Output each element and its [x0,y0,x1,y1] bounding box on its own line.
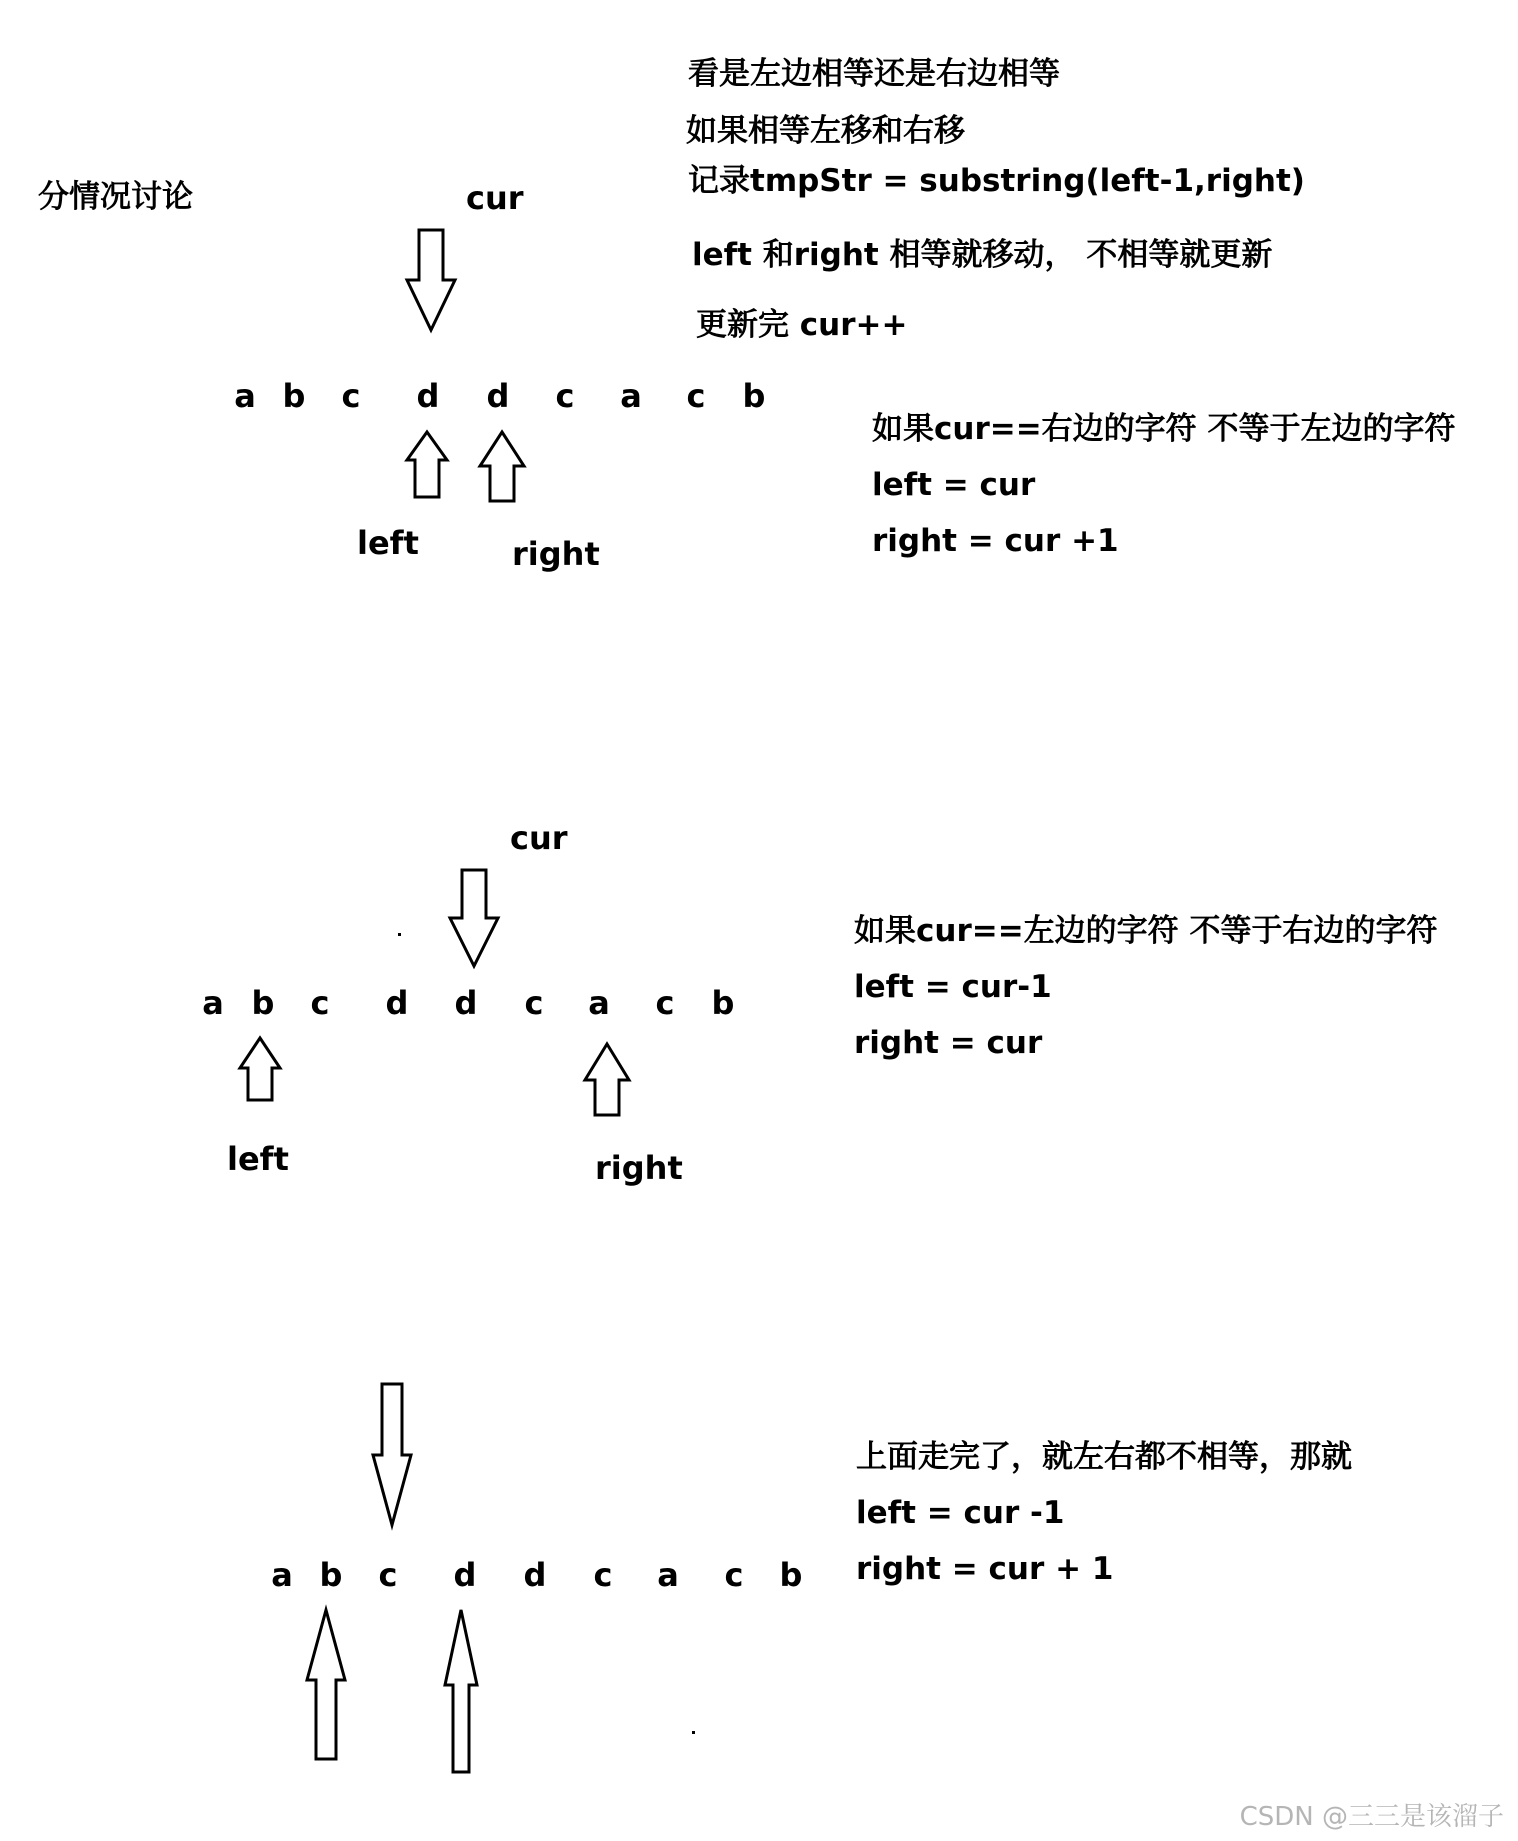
case1-char-1: b [282,377,306,415]
case2-char-0: a [202,984,224,1022]
case2-right-label: right [595,1149,683,1187]
case2-char-6: a [588,984,610,1022]
case3-char-1: b [319,1556,343,1594]
case2-eq-right: right = cur [854,1025,1043,1061]
case3-eq-right: right = cur + 1 [856,1551,1114,1587]
case1-char-4: d [486,377,510,415]
case2-char-1: b [251,984,275,1022]
stray-dot-2 [692,1731,695,1734]
case2-char-3: d [385,984,409,1022]
case1-eq-left: left = cur [872,467,1036,503]
case2-right-arrow [585,1044,629,1115]
case1-char-6: a [620,377,642,415]
case3-char-5: c [593,1556,613,1594]
case3-char-0: a [271,1556,293,1594]
case2-char-8: b [711,984,735,1022]
heading: 分情况讨论 [38,179,193,215]
note-line-2: 如果相等左移和右移 [686,113,965,149]
case1-char-8: b [742,377,766,415]
case1-char-3: d [416,377,440,415]
case3-char-3: d [453,1556,477,1594]
case3-char-7: c [724,1556,744,1594]
case1-char-5: c [555,377,575,415]
case2-left-label: left [227,1140,289,1178]
case1-eq-right: right = cur +1 [872,523,1119,559]
case2-char-7: c [655,984,675,1022]
case2-char-2: c [310,984,330,1022]
case3-char-8: b [779,1556,803,1594]
note-line-4: left 和right 相等就移动， 不相等就更新 [692,237,1273,273]
case3-char-4: d [523,1556,547,1594]
case1-right-arrow [480,432,524,501]
case2-condition: 如果cur==左边的字符 不等于右边的字符 [854,913,1438,949]
case1-cur-label: cur [466,179,524,217]
case2-left-arrow [240,1038,280,1100]
case1-left-label: left [357,524,419,562]
case3-char-6: a [657,1556,679,1594]
case3-cur-arrow [373,1384,411,1525]
case3-char-2: c [378,1556,398,1594]
case2-cur-arrow [450,870,498,966]
case2-char-4: d [454,984,478,1022]
case2-char-5: c [524,984,544,1022]
note-line-5: 更新完 cur++ [696,307,908,343]
case3-left-arrow [307,1610,345,1759]
case3-eq-left: left = cur -1 [856,1495,1065,1531]
case1-char-0: a [234,377,256,415]
note-line-3: 记录tmpStr = substring(left-1,right) [688,163,1305,199]
case1-condition: 如果cur==右边的字符 不等于左边的字符 [872,411,1456,447]
case1-left-arrow [407,432,447,497]
note-line-1: 看是左边相等还是右边相等 [688,56,1060,92]
stray-dot [398,933,401,936]
case1-cur-arrow [407,230,455,330]
watermark: CSDN @三三是该溜子 [1239,1802,1504,1832]
case3-condition: 上面走完了，就左右都不相等，那就 [856,1439,1352,1475]
case1-char-2: c [341,377,361,415]
case2-cur-label: cur [510,819,568,857]
case1-right-label: right [512,535,600,573]
case1-char-7: c [686,377,706,415]
case3-right-arrow [445,1610,477,1772]
case2-eq-left: left = cur-1 [854,969,1052,1005]
